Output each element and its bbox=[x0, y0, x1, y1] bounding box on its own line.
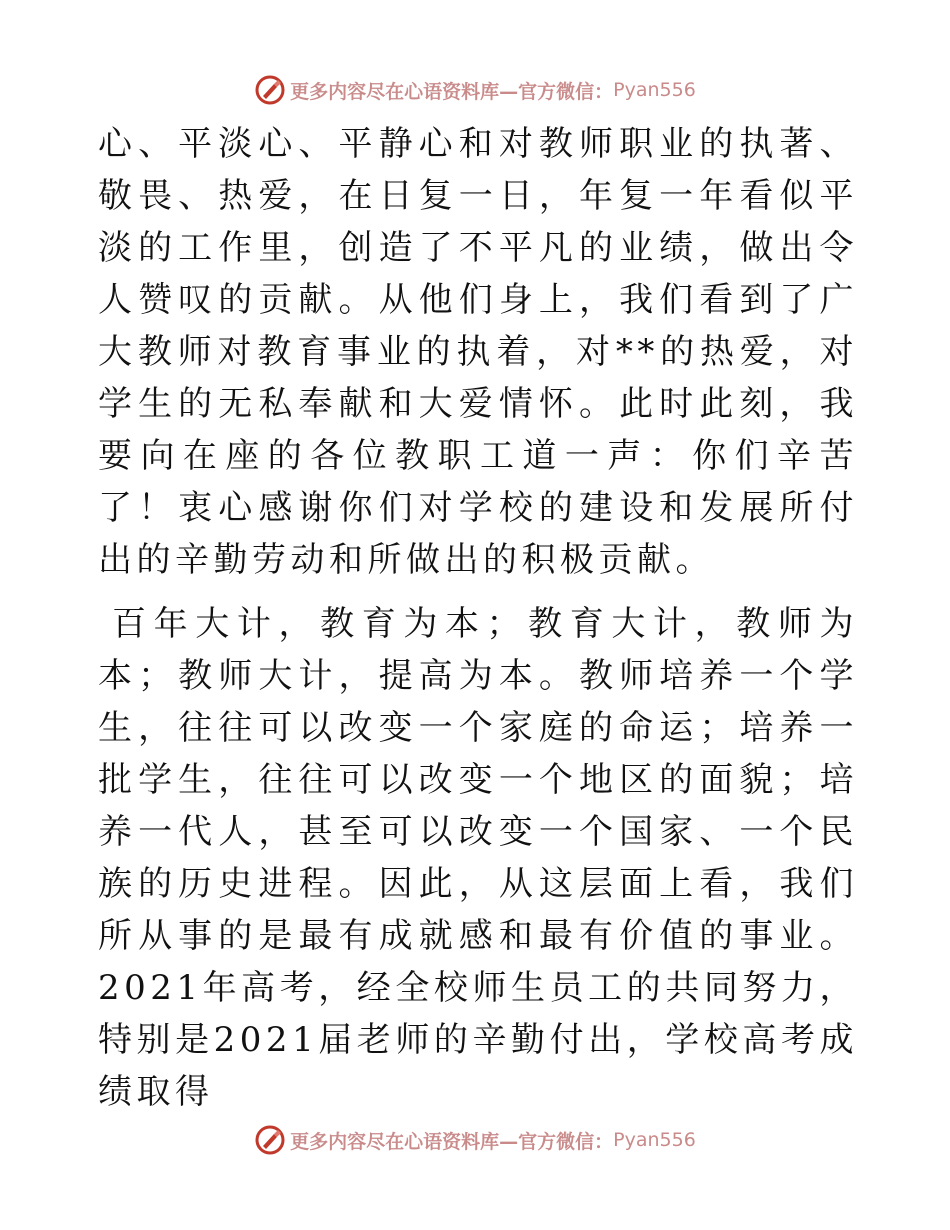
paragraph-2: 百年大计，教育为本；教育大计，教师为本；教师大计，提高为本。教师培养一个学生，往往可以改变一个家庭的命运；培养一批学生，往往可以改变一个地区的面貌；培养一代人，甚至可以改变一个国家、一个民族的历史进程。因此，从这层面上看，我们所从事的是最有成就感和最有价值的事业。2021年高考，经全校师生员工的共同努力，特别是2021届老师的辛勤付出，学校高考成绩取得 bbox=[98, 604, 858, 1112]
paragraph-1: 心、平淡心、平静心和对教师职业的执著、敬畏、热爱，在日复一日，年复一年看似平淡的工作里，创造了不平凡的业绩，做出令人赞叹的贡献。从他们身上，我们看到了广大教师对教育事业的执着，对**的热爱，对学生的无私奉献和大爱情怀。此时此刻，我要向在座的各位教职工道一声：你们辛苦了！衷心感谢你们对学校的建设和发展所付出的辛勤劳动和所做出的积极贡献。 bbox=[98, 124, 858, 580]
footer-watermark bbox=[0, 1120, 950, 1160]
brand-logo-icon bbox=[254, 74, 286, 106]
header-watermark-contact: Pyan556 bbox=[613, 79, 696, 101]
brand-logo-icon bbox=[254, 1124, 286, 1156]
footer-watermark-contact: Pyan556 bbox=[613, 1129, 696, 1151]
header-watermark-text: 更多内容尽在心语资料库—官方微信： bbox=[290, 80, 614, 103]
document-body bbox=[98, 118, 858, 1118]
footer-watermark-text: 更多内容尽在心语资料库—官方微信： bbox=[290, 1130, 614, 1153]
header-watermark bbox=[0, 70, 950, 110]
